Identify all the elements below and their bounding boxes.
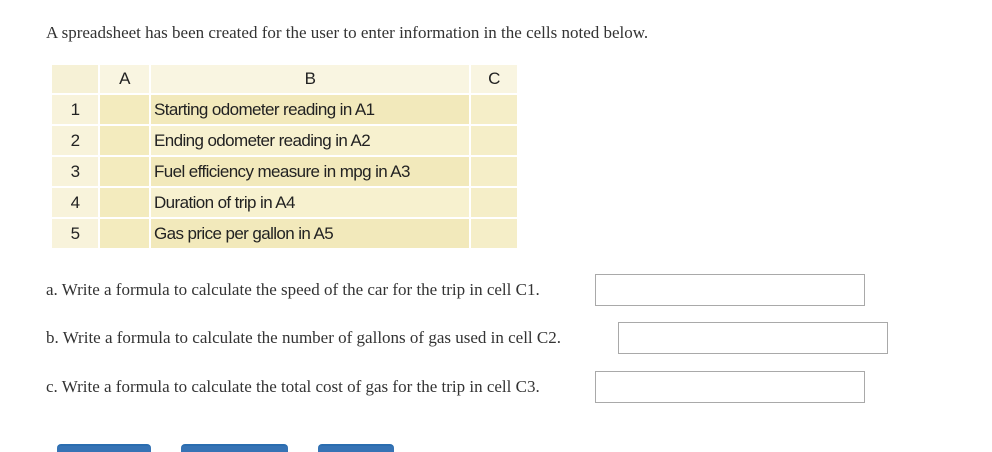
cell-a4 xyxy=(100,188,149,217)
cell-b2: Ending odometer reading in A2 xyxy=(151,126,469,155)
action-button-2[interactable] xyxy=(181,444,288,452)
cell-c1 xyxy=(471,95,517,124)
cell-c3 xyxy=(471,157,517,186)
action-button-1[interactable] xyxy=(57,444,151,452)
table-row xyxy=(52,219,517,248)
column-header-row xyxy=(52,65,517,93)
question-a-text: a. Write a formula to calculate the speed of the car for the trip in cell C1. xyxy=(46,280,540,299)
cell-a3 xyxy=(100,157,149,186)
cell-c2 xyxy=(471,126,517,155)
table-row xyxy=(52,188,517,217)
row-number: 1 xyxy=(52,95,98,124)
question-c-text: c. Write a formula to calculate the total cost of gas for the trip in cell C3. xyxy=(46,377,540,396)
answer-a-input[interactable] xyxy=(595,274,865,306)
spreadsheet-table xyxy=(50,63,519,250)
column-header-c: C xyxy=(471,65,517,93)
cell-b4: Duration of trip in A4 xyxy=(151,188,469,217)
row-number: 3 xyxy=(52,157,98,186)
cell-b1: Starting odometer reading in A1 xyxy=(151,95,469,124)
column-header-a: A xyxy=(100,65,149,93)
cell-a1 xyxy=(100,95,149,124)
intro-text: A spreadsheet has been created for the user to enter information in the cells noted below. xyxy=(46,23,649,42)
column-header-b: B xyxy=(151,65,469,93)
cell-a2 xyxy=(100,126,149,155)
cell-a5 xyxy=(100,219,149,248)
row-number: 2 xyxy=(52,126,98,155)
cell-b3: Fuel efficiency measure in mpg in A3 xyxy=(151,157,469,186)
cell-b5: Gas price per gallon in A5 xyxy=(151,219,469,248)
cell-c4 xyxy=(471,188,517,217)
action-button-3[interactable] xyxy=(318,444,394,452)
table-row xyxy=(52,157,517,186)
question-b-text: b. Write a formula to calculate the number of gallons of gas used in cell C2. xyxy=(46,328,561,347)
row-number: 5 xyxy=(52,219,98,248)
answer-c-input[interactable] xyxy=(595,371,865,403)
answer-b-input[interactable] xyxy=(618,322,888,354)
corner-cell xyxy=(52,65,98,93)
table-row xyxy=(52,126,517,155)
row-number: 4 xyxy=(52,188,98,217)
cell-c5 xyxy=(471,219,517,248)
table-row xyxy=(52,95,517,124)
